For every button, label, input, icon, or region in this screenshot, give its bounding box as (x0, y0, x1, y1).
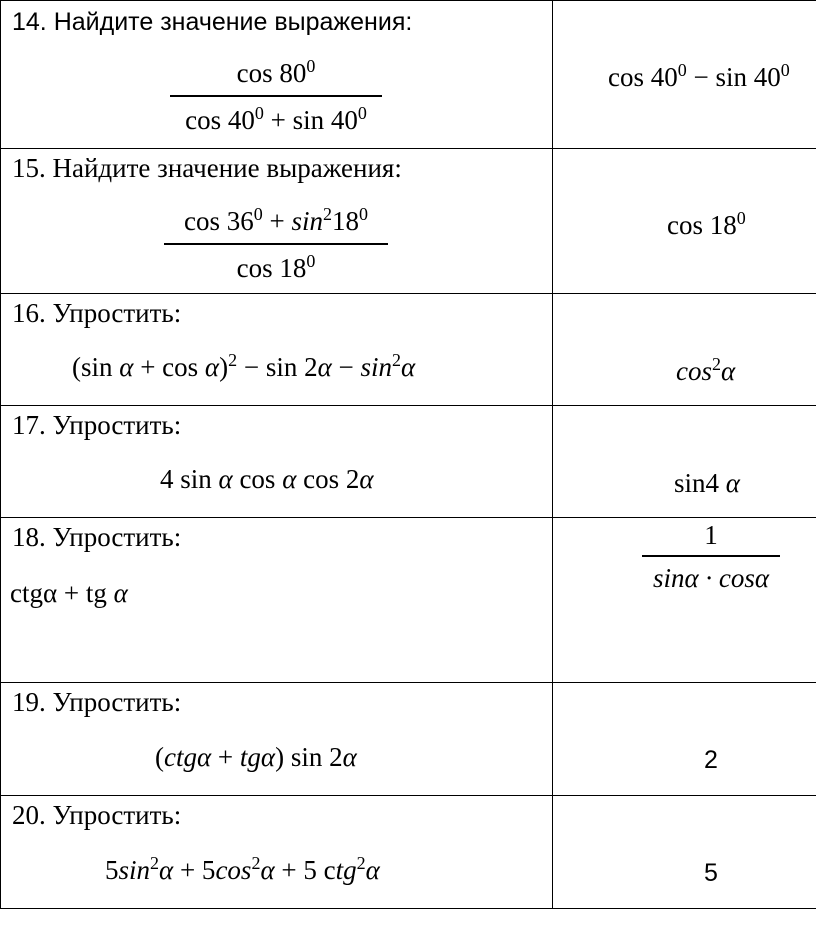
answer: 2 (704, 746, 718, 774)
expression: (sin $\alpha + \cos \alpha)^2 - \sin 2\alpha - \sin^2\alpha$ (72, 350, 416, 382)
task-label: 18. Упростить: (12, 522, 182, 552)
row-divider (0, 405, 816, 406)
row-divider (0, 517, 816, 518)
answer: $\cos 40^0 - \sin 40^0$ (608, 60, 790, 92)
fraction-bar (164, 243, 388, 245)
task-label: 15. Найдите значение выражения: (12, 153, 402, 183)
numerator: 1 (704, 520, 718, 550)
expression: 4 sin α cos α cos 2α (160, 464, 374, 494)
row-divider (0, 0, 816, 1)
task-label: 19. Упростить: (12, 687, 182, 717)
expression: $5\sin^2\alpha + 5\cos^2\alpha + 5$ ctg$^2$α (105, 853, 380, 885)
row-divider (0, 682, 816, 683)
answer: sin4 α (674, 468, 740, 498)
answer-fraction (642, 522, 780, 592)
row-divider (0, 148, 816, 149)
numerator: cos 80 (236, 58, 307, 88)
answer: $\cos 18^0$ (667, 208, 746, 240)
denominator: sinα · cosα (652, 563, 770, 593)
denominator: cos 40 (185, 105, 255, 135)
row-divider (0, 795, 816, 796)
row-divider (0, 293, 816, 294)
task-label: 14. Найдите значение выражения: (12, 8, 413, 36)
row-divider (0, 908, 816, 909)
expression: (ctgα + tgα) sin 2α (155, 742, 357, 772)
answer: $\cos^2\alpha$ (676, 354, 736, 386)
fraction-expression: $\cos 80^0$ $\cos 40^0 + \sin 40^0$ (170, 60, 382, 134)
task-label: 16. Упростить: (12, 298, 182, 328)
fraction-expression: $\cos 36^0 + \sin^218^0$ $\cos 18^0$ (164, 208, 388, 282)
task-label: 20. Упростить: (12, 800, 182, 830)
table-border-left (0, 0, 1, 909)
answer: 5 (704, 859, 718, 887)
column-divider (552, 0, 553, 909)
task-label: 17. Упростить: (12, 410, 182, 440)
expression: ctgα + tg α (10, 578, 128, 608)
fraction-bar (170, 95, 382, 97)
fraction-bar (642, 555, 780, 557)
